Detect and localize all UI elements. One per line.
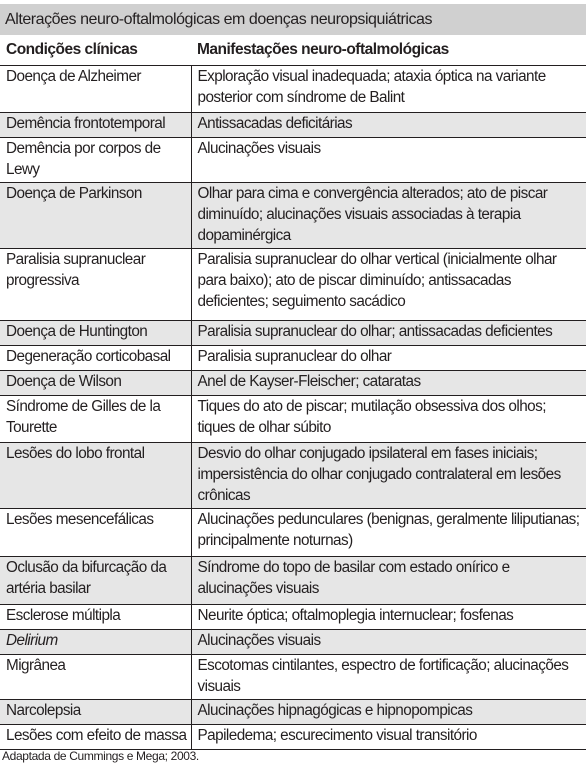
column-header-conditions: Condições clínicas	[0, 35, 191, 65]
manifestation-cell: Antissacadas deficitárias	[191, 112, 586, 137]
condition-cell: Esclerose múltipla	[0, 604, 191, 629]
manifestation-cell: Alucinações hipnagógicas e hipnopompicas	[191, 699, 586, 724]
table-row	[0, 556, 586, 604]
condition-cell: Demência por corpos de Lewy	[0, 137, 191, 182]
condition-cell: Oclusão da bifurcação da artéria basilar	[0, 556, 191, 604]
table-row	[0, 724, 586, 749]
table-row	[0, 112, 586, 137]
condition-cell: Doença de Parkinson	[0, 182, 191, 248]
table-row	[0, 629, 586, 654]
manifestation-cell: Paralisia supranuclear do olhar; antissacadas deficientes	[191, 320, 586, 345]
manifestation-cell: Olhar para cima e convergência alterados; ato de piscar diminuído; alucinações visuais associadas à terapia dopaminérgica	[191, 182, 586, 248]
condition-cell: Degeneração corticobasal	[0, 345, 191, 370]
manifestation-cell: Alucinações visuais	[191, 137, 586, 182]
condition-cell: Migrânea	[0, 654, 191, 699]
table-row	[0, 508, 586, 556]
condition-cell: Lesões do lobo frontal	[0, 442, 191, 508]
condition-cell: Lesões mesencefálicas	[0, 508, 191, 556]
manifestation-cell: Escotomas cintilantes, espectro de fortificação; alucinações visuais	[191, 654, 586, 699]
table-row	[0, 182, 586, 248]
condition-cell: Delirium	[0, 629, 191, 654]
table-header-row	[0, 35, 586, 65]
manifestation-cell: Alucinações visuais	[191, 629, 586, 654]
condition-cell: Narcolepsia	[0, 699, 191, 724]
manifestation-cell: Paralisia supranuclear do olhar	[191, 345, 586, 370]
condition-cell: Paralisia supranuclear progressiva	[0, 248, 191, 320]
table-row	[0, 248, 586, 320]
manifestation-cell: Exploração visual inadequada; ataxia óptica na variante posterior com síndrome de Balint	[191, 65, 586, 112]
table-row	[0, 320, 586, 345]
table-title: Alterações neuro-oftalmológicas em doenças neuropsiquiátricas	[0, 4, 586, 35]
manifestation-cell: Paralisia supranuclear do olhar vertical (inicialmente olhar para baixo); ato de piscar diminuído; antissacadas deficientes; seguimento sacádico	[191, 248, 586, 320]
table-row	[0, 604, 586, 629]
manifestation-cell: Alucinações pedunculares (benignas, geralmente liliputianas; principalmente noturnas)	[191, 508, 586, 556]
condition-cell: Lesões com efeito de massa	[0, 724, 191, 749]
table-row	[0, 65, 586, 112]
manifestation-cell: Anel de Kayser-Fleischer; cataratas	[191, 370, 586, 395]
neuro-ophthalmology-table	[0, 35, 586, 750]
column-header-manifestations: Manifestações neuro-oftalmológicas	[191, 35, 586, 65]
table-row	[0, 654, 586, 699]
table-row	[0, 137, 586, 182]
table-row	[0, 395, 586, 442]
condition-cell: Doença de Huntington	[0, 320, 191, 345]
manifestation-cell: Desvio do olhar conjugado ipsilateral em fases iniciais; impersistência do olhar conjugado contralateral em lesões crônicas	[191, 442, 586, 508]
manifestation-cell: Síndrome do topo de basilar com estado onírico e alucinações visuais	[191, 556, 586, 604]
manifestation-cell: Papiledema; escurecimento visual transitório	[191, 724, 586, 749]
manifestation-cell: Neurite óptica; oftalmoplegia internuclear; fosfenas	[191, 604, 586, 629]
table-source-note: Adaptada de Cummings e Mega; 2003.	[2, 749, 199, 763]
table-row	[0, 370, 586, 395]
table-row	[0, 442, 586, 508]
table-row	[0, 699, 586, 724]
condition-cell: Doença de Alzheimer	[0, 65, 191, 112]
manifestation-cell: Tiques do ato de piscar; mutilação obsessiva dos olhos; tiques de olhar súbito	[191, 395, 586, 442]
table-row	[0, 345, 586, 370]
condition-cell: Doença de Wilson	[0, 370, 191, 395]
condition-cell: Síndrome de Gilles de la Tourette	[0, 395, 191, 442]
condition-cell: Demência frontotemporal	[0, 112, 191, 137]
